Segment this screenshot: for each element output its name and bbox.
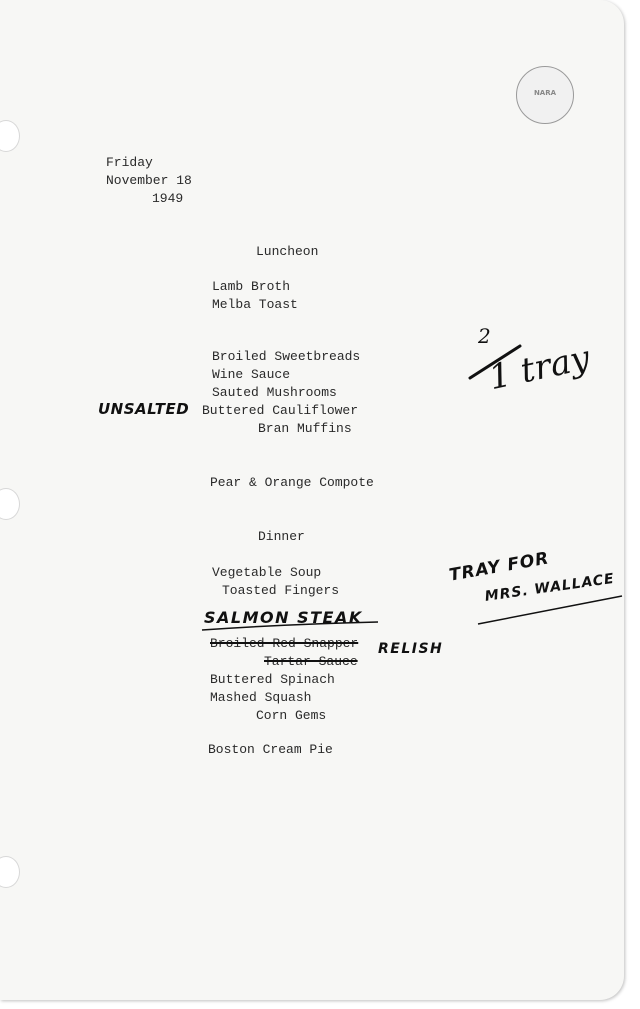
handwritten-tray: 1 tray (485, 337, 594, 399)
menu-item-struck: Broiled Red Snapper (210, 636, 359, 651)
luncheon-heading: Luncheon (256, 244, 319, 259)
menu-item: Vegetable Soup (212, 565, 322, 580)
menu-item: Wine Sauce (212, 367, 291, 382)
menu-item: Lamb Broth (212, 279, 291, 294)
handwritten-mrs-wallace: MRS. WALLACE (483, 570, 616, 605)
menu-item: Buttered Spinach (210, 672, 335, 687)
salmon-underline-stroke (202, 622, 378, 630)
handwritten-relish: RELISH (378, 641, 444, 657)
fraction-bar (470, 346, 520, 378)
date-year: 1949 (152, 191, 184, 206)
date-month: November 18 (106, 173, 192, 188)
menu-item: Mashed Squash (210, 690, 312, 705)
dinner-heading: Dinner (258, 529, 305, 544)
menu-item: Buttered Cauliflower (202, 403, 359, 418)
handwritten-fraction-numerator: 2 (478, 324, 491, 348)
handwritten-salmon-steak: SALMON STEAK (204, 608, 363, 627)
menu-item: Melba Toast (212, 297, 298, 312)
stamp-text: NARA (533, 89, 557, 97)
menu-item: Pear & Orange Compote (210, 475, 374, 490)
date-day: Friday (106, 155, 153, 170)
menu-item: Toasted Fingers (222, 583, 340, 598)
menu-item: Sauted Mushrooms (212, 385, 337, 400)
menu-item: Boston Cream Pie (208, 742, 333, 757)
underline-stroke (478, 596, 622, 624)
handwritten-unsalted: UNSALTED (98, 400, 190, 418)
menu-item-struck: Tartar Sauce (264, 654, 358, 669)
menu-item: Corn Gems (256, 708, 327, 723)
menu-item: Broiled Sweetbreads (212, 349, 361, 364)
menu-item: Bran Muffins (258, 421, 352, 436)
handwritten-tray-for: TRAY FOR (447, 548, 551, 586)
